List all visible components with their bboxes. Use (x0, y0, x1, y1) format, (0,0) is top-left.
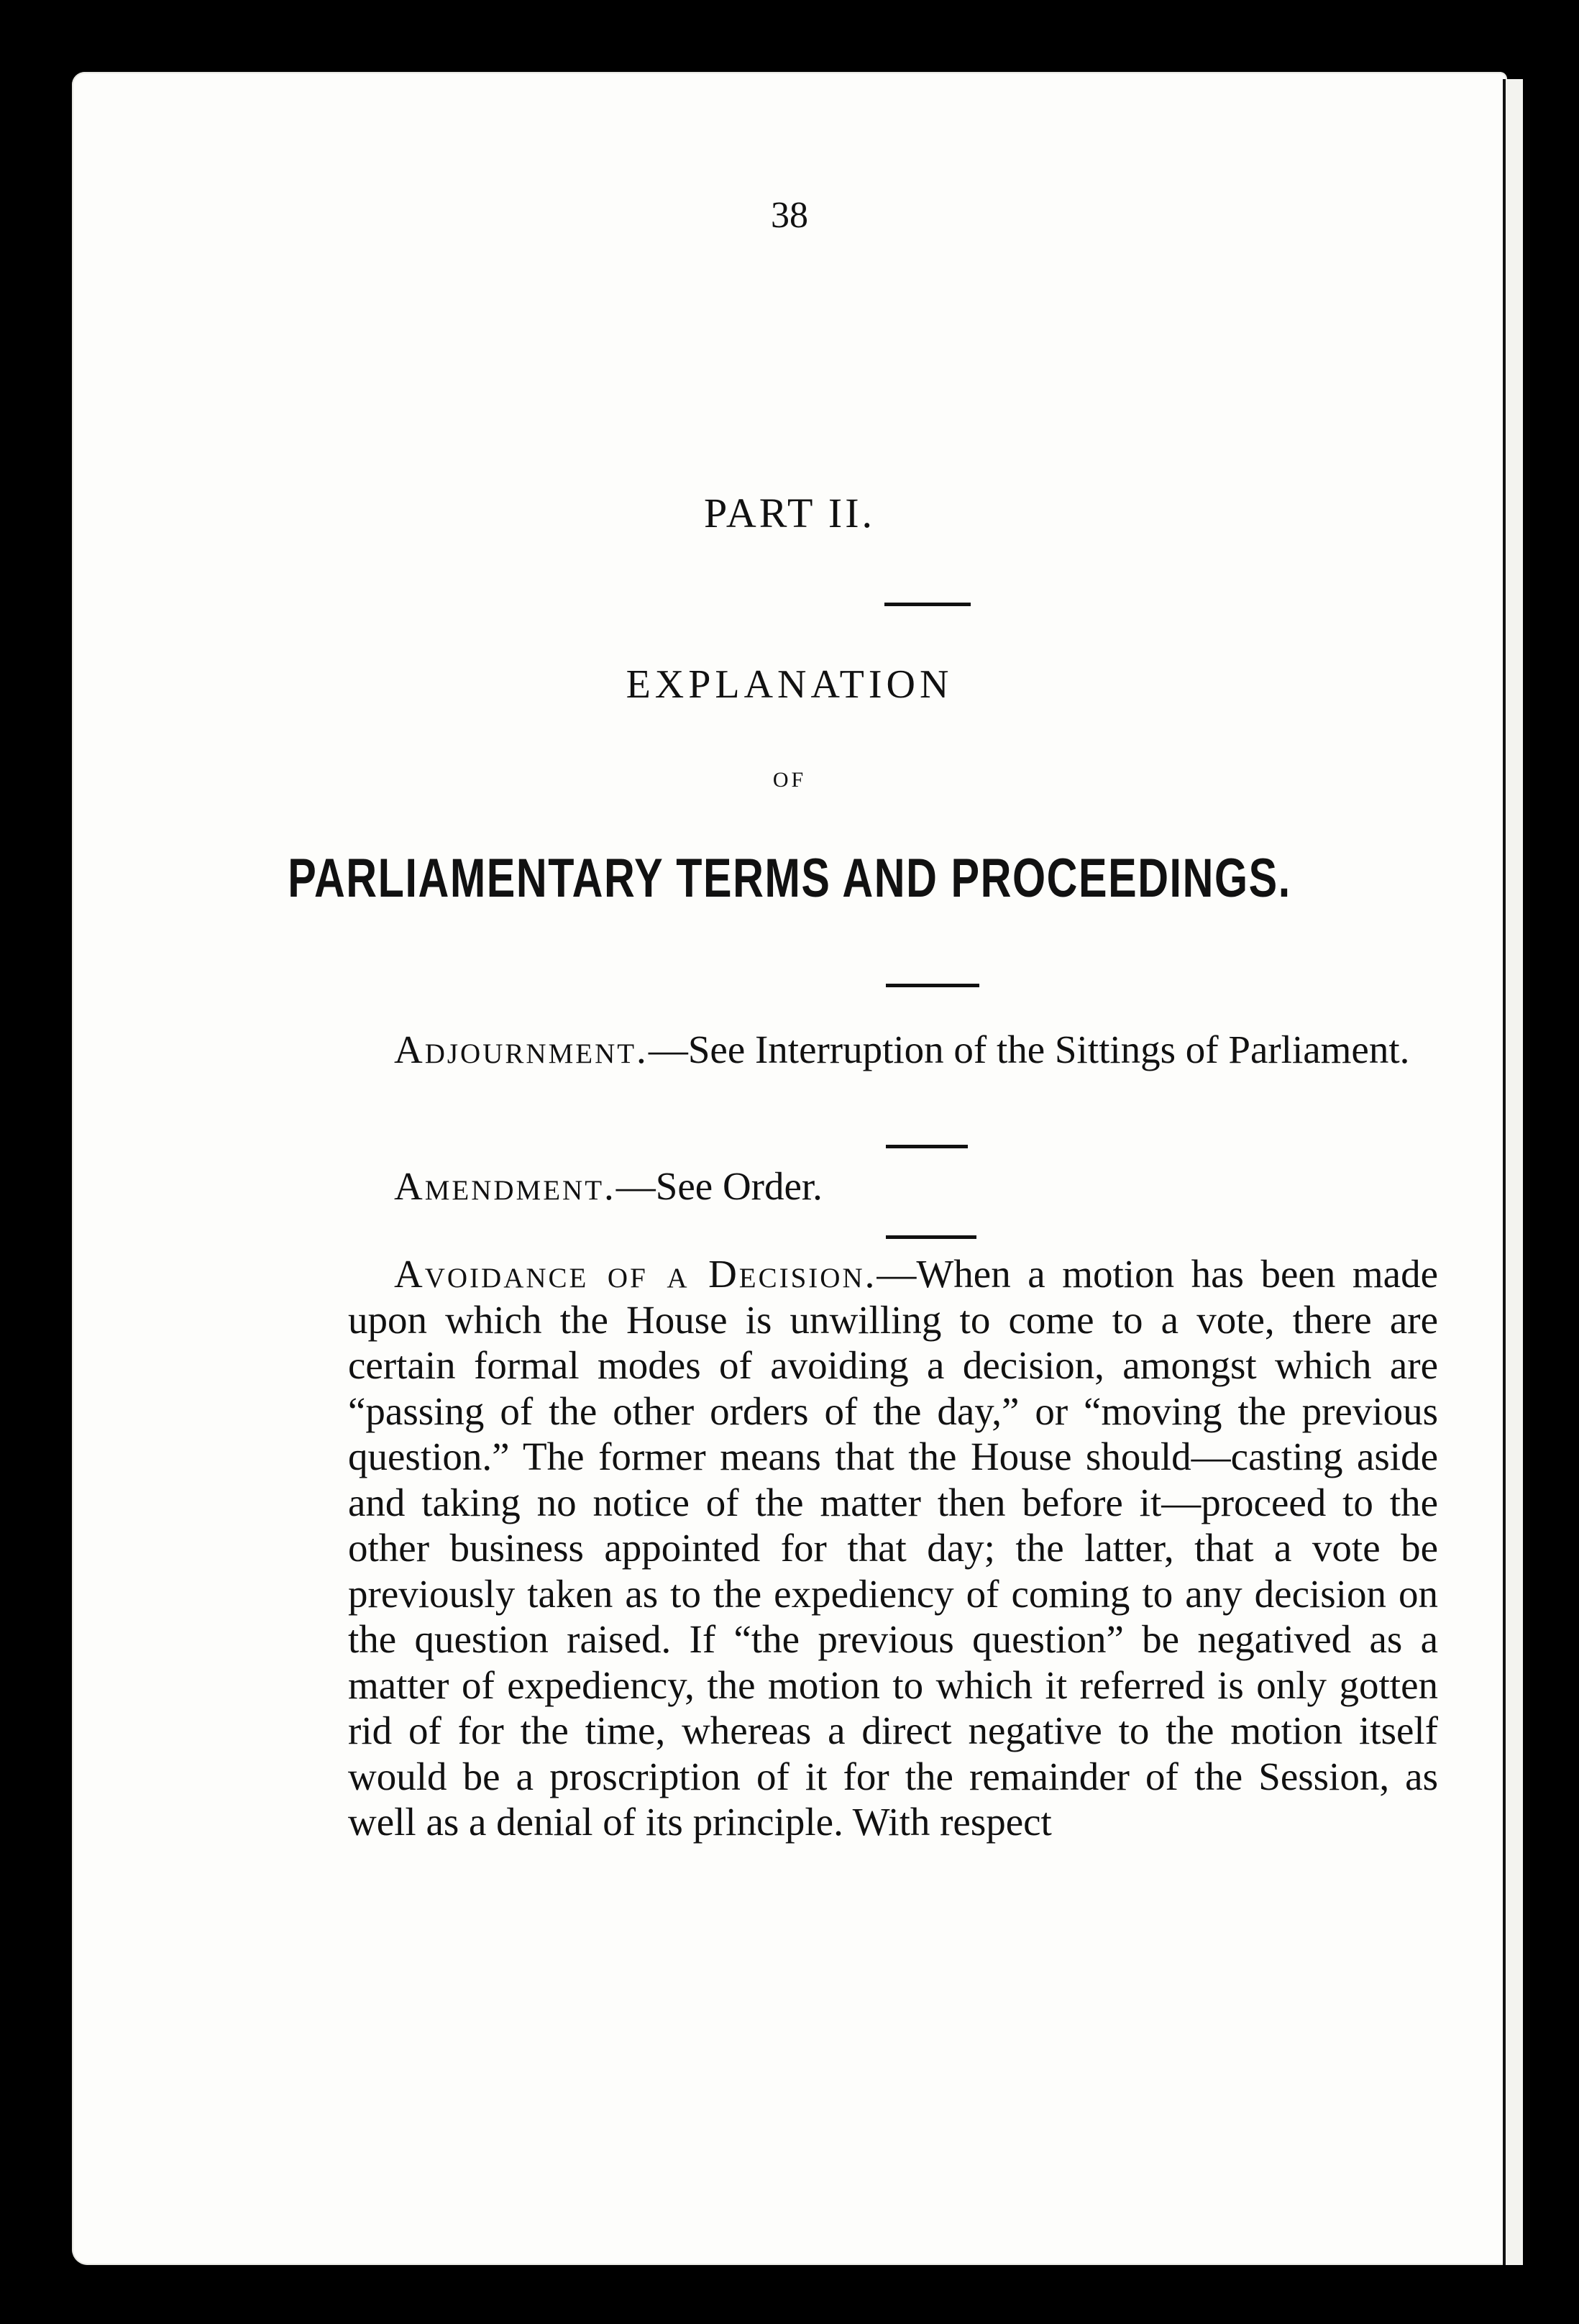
divider-rule (886, 1235, 976, 1239)
title-connector: OF (772, 768, 807, 792)
glossary-entry (348, 1163, 1438, 1209)
entry-paragraph (348, 1027, 1438, 1073)
page-number: 38 (771, 195, 808, 236)
divider-rule (884, 603, 971, 606)
entry-term: Avoidance of a Decision. (394, 1252, 877, 1296)
section-title: EXPLANATION (626, 662, 953, 707)
entry-term: Amendment. (394, 1164, 616, 1208)
divider-rule (886, 1145, 968, 1148)
entry-paragraph (348, 1163, 1438, 1209)
glossary-entry (348, 1251, 1438, 1845)
part-heading: PART II. (703, 490, 876, 536)
glossary-entry (348, 1027, 1438, 1073)
divider-rule (886, 984, 979, 987)
page-edge (1503, 79, 1523, 2265)
entry-term: Adjournment. (394, 1028, 649, 1071)
entry-text: —See Order. (615, 1164, 823, 1208)
entry-text: —When a motion has been made upon which the House is unwilling to come to a vote, there are certain formal modes of avoiding a decision, amongst which are “passing of the other orders of the day,” or “moving the previous question.” The former means that the House should—casting aside and taking no notice of the matter then before it—proceed to the other business appointed for that day; the latter, that a vote be previously taken as to the expediency of coming to any decision on the question raised. If “the previous question” be negatived as a matter of expediency, the motion to which it referred is only gotten rid of for the time, whereas a direct negative to the motion itself would be a proscription of it for the remainder of the Session, as well as a denial of its principle. With respect (348, 1252, 1438, 1844)
entry-text: —See Interruption of the Sittings of Parliament. (648, 1028, 1410, 1071)
main-title: PARLIAMENTARY TERMS AND PROCEEDINGS. (288, 848, 1291, 909)
entry-paragraph (348, 1251, 1438, 1845)
